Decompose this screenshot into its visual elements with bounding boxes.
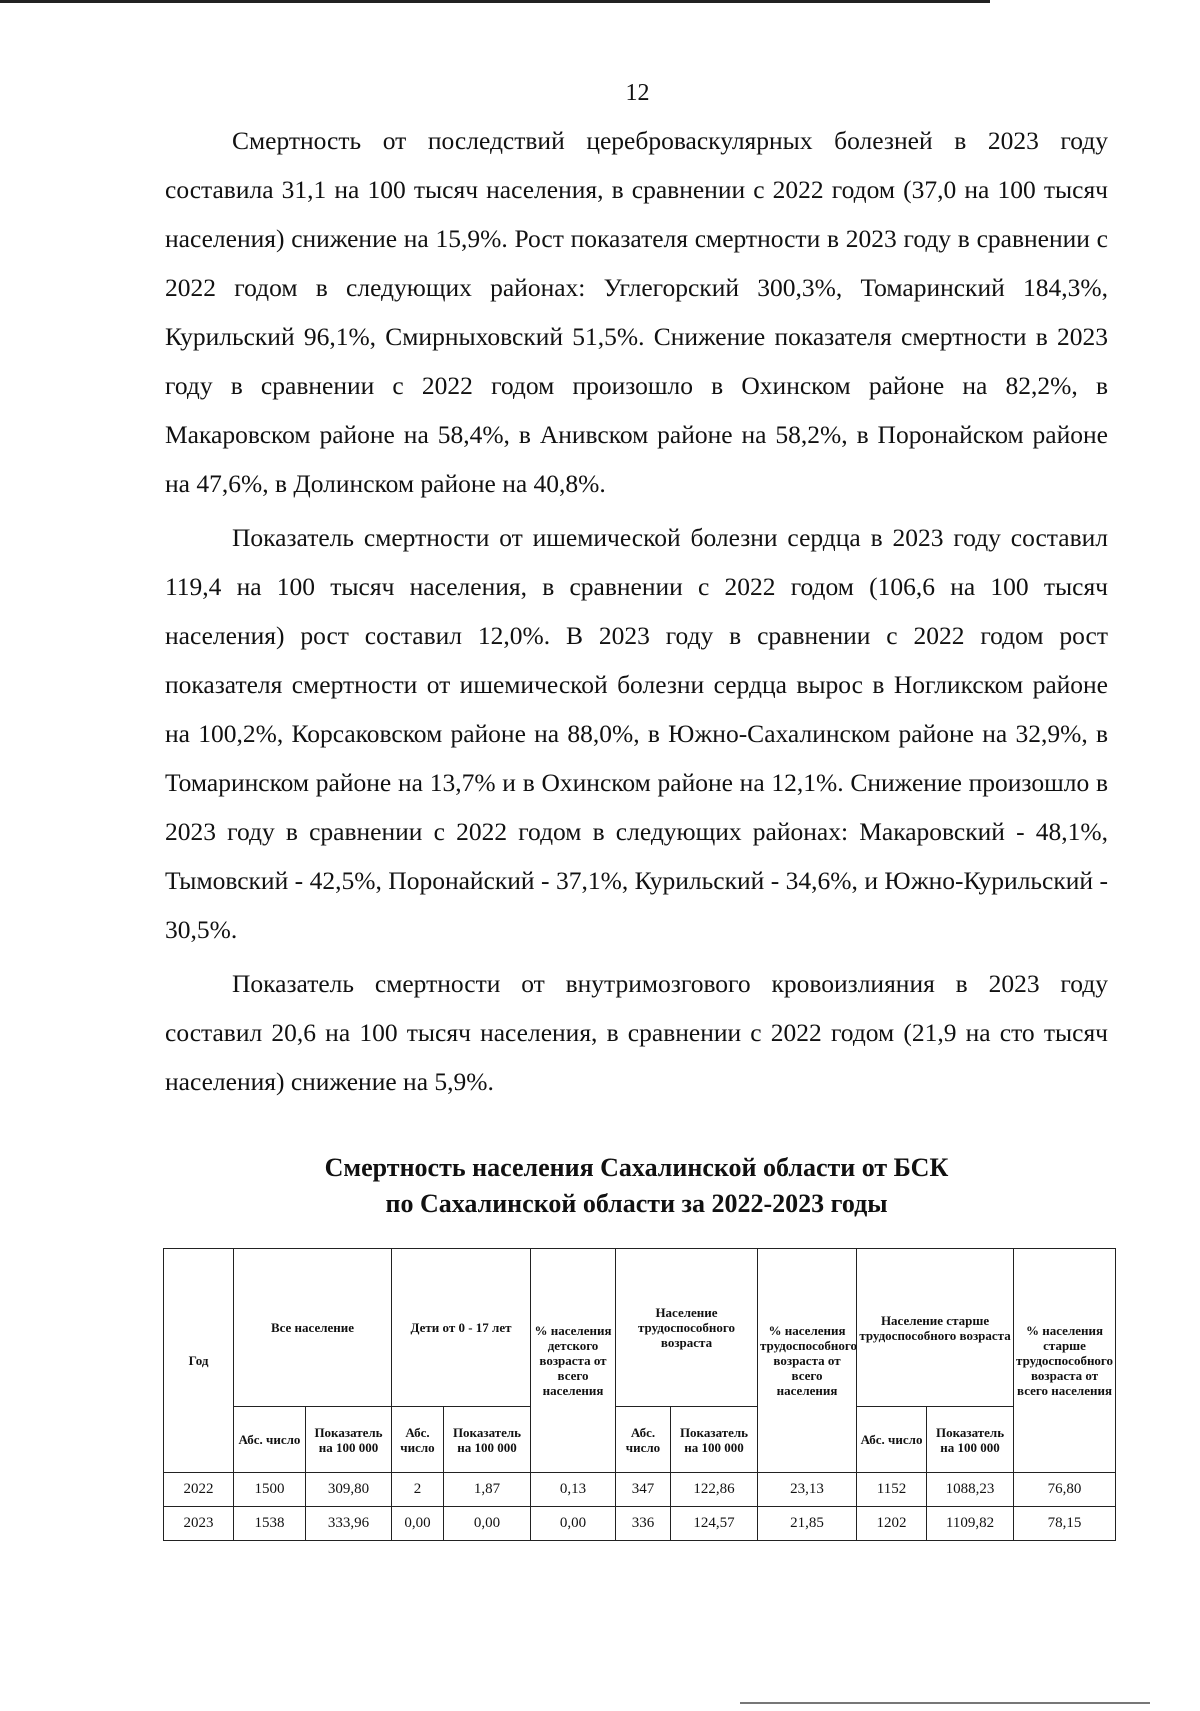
header-working-abs: Абс. число xyxy=(616,1407,671,1473)
table-cell: 2 xyxy=(392,1473,444,1507)
table-cell: 0,00 xyxy=(531,1507,616,1541)
table-cell: 333,96 xyxy=(306,1507,392,1541)
header-year: Год xyxy=(164,1249,234,1473)
table-cell: 21,85 xyxy=(758,1507,857,1541)
paragraph-intracerebral-hemorrhage: Показатель смертности от внутримозгового кровоизлияния в 2023 году составил 20,6 на 100 тысяч населения, в сравнении с 2022 годом (21,9 на сто тысяч населения) снижение на 5,9%. xyxy=(165,969,1108,1096)
table-cell: 1109,82 xyxy=(927,1507,1014,1541)
table-cell: 76,80 xyxy=(1014,1473,1116,1507)
paragraph-ischemic-heart-disease: Показатель смертности от ишемической болезни сердца в 2023 году составил 119,4 на 100 тысяч населения, в сравнении с 2022 годом (106,6 на 100 тысяч населения) рост составил 12,0%. В 2023 году в сравнении с 2022 годом рост показателя смертности от ишемической болезни сердца вырос в Ногликском районе на 100,2%, Корсаковском районе на 88,0%, в Южно-Сахалинском районе на 32,9%, в Томаринском районе на 13,7% и в Охинском районе на 12,1%. Снижение произошло в 2023 году в сравнении с 2022 годом в следующих районах: Макаровский - 48,1%, Тымовский - 42,5%, Поронайский - 37,1%, Курильский - 34,6%, и Южно-Курильский - 30,5%. xyxy=(165,523,1108,944)
table-cell: 1202 xyxy=(857,1507,927,1541)
table-cell: 336 xyxy=(616,1507,671,1541)
table-cell: 2022 xyxy=(164,1473,234,1507)
table-row xyxy=(164,1507,1116,1541)
table-cell: 1088,23 xyxy=(927,1473,1014,1507)
header-working-pct: % населения трудоспособного возраста от всего населения xyxy=(758,1249,857,1473)
table-cell: 1500 xyxy=(234,1473,306,1507)
header-all-population: Все население xyxy=(234,1249,392,1407)
header-children-abs: Абс. число xyxy=(392,1407,444,1473)
table-cell: 1152 xyxy=(857,1473,927,1507)
table-cell: 124,57 xyxy=(671,1507,758,1541)
table-title-line-1: Смертность населения Сахалинской области от БСК xyxy=(324,1153,949,1182)
header-working-age: Население трудоспособного возраста xyxy=(616,1249,758,1407)
header-elderly-abs: Абс. число xyxy=(857,1407,927,1473)
paragraph-cerebrovascular: Смертность от последствий цереброваскулярных болезней в 2023 году составила 31,1 на 100 тысяч населения, в сравнении с 2022 годом (37,0 на 100 тысяч населения) снижение на 15,9%. Рост показателя смертности в 2023 году в сравнении с 2022 годом в следующих районах: Углегорский 300,3%, Томаринский 184,3%, Курильский 96,1%, Смирныховский 51,5%. Снижение показателя смертности в 2023 году в сравнении с 2022 годом произошло в Охинском районе на 82,2%, в Макаровском районе на 58,4%, в Анивском районе на 58,2%, в Поронайском районе на 47,6%, в Долинском районе на 40,8%. xyxy=(165,126,1108,498)
table-cell: 23,13 xyxy=(758,1473,857,1507)
table-cell: 78,15 xyxy=(1014,1507,1116,1541)
header-children-rate: Показатель на 100 000 xyxy=(444,1407,531,1473)
table-title-line-2: по Сахалинской области за 2022-2023 годы xyxy=(385,1189,888,1218)
table-cell: 122,86 xyxy=(671,1473,758,1507)
header-children-pct: % населения детского возраста от всего населения xyxy=(531,1249,616,1473)
table-title xyxy=(165,1150,1108,1222)
table-cell: 309,80 xyxy=(306,1473,392,1507)
header-working-rate: Показатель на 100 000 xyxy=(671,1407,758,1473)
mortality-table xyxy=(163,1248,1116,1541)
bottom-border-line xyxy=(740,1702,1150,1704)
table-cell: 0,00 xyxy=(392,1507,444,1541)
header-all-rate: Показатель на 100 000 xyxy=(306,1407,392,1473)
table-cell: 2023 xyxy=(164,1507,234,1541)
table-cell: 1,87 xyxy=(444,1473,531,1507)
table-cell: 347 xyxy=(616,1473,671,1507)
body-text xyxy=(165,116,1108,1111)
header-all-abs: Абс. число xyxy=(234,1407,306,1473)
table-cell: 0,13 xyxy=(531,1473,616,1507)
table-cell: 0,00 xyxy=(444,1507,531,1541)
page-number: 12 xyxy=(625,80,650,106)
table-row xyxy=(164,1473,1116,1507)
top-border-line xyxy=(0,0,990,3)
header-children: Дети от 0 - 17 лет xyxy=(392,1249,531,1407)
header-elderly-rate: Показатель на 100 000 xyxy=(927,1407,1014,1473)
header-elderly-pct: % населения старше трудоспособного возраста от всего населения xyxy=(1014,1249,1116,1473)
header-elderly: Население старше трудоспособного возраста xyxy=(857,1249,1014,1407)
table-cell: 1538 xyxy=(234,1507,306,1541)
